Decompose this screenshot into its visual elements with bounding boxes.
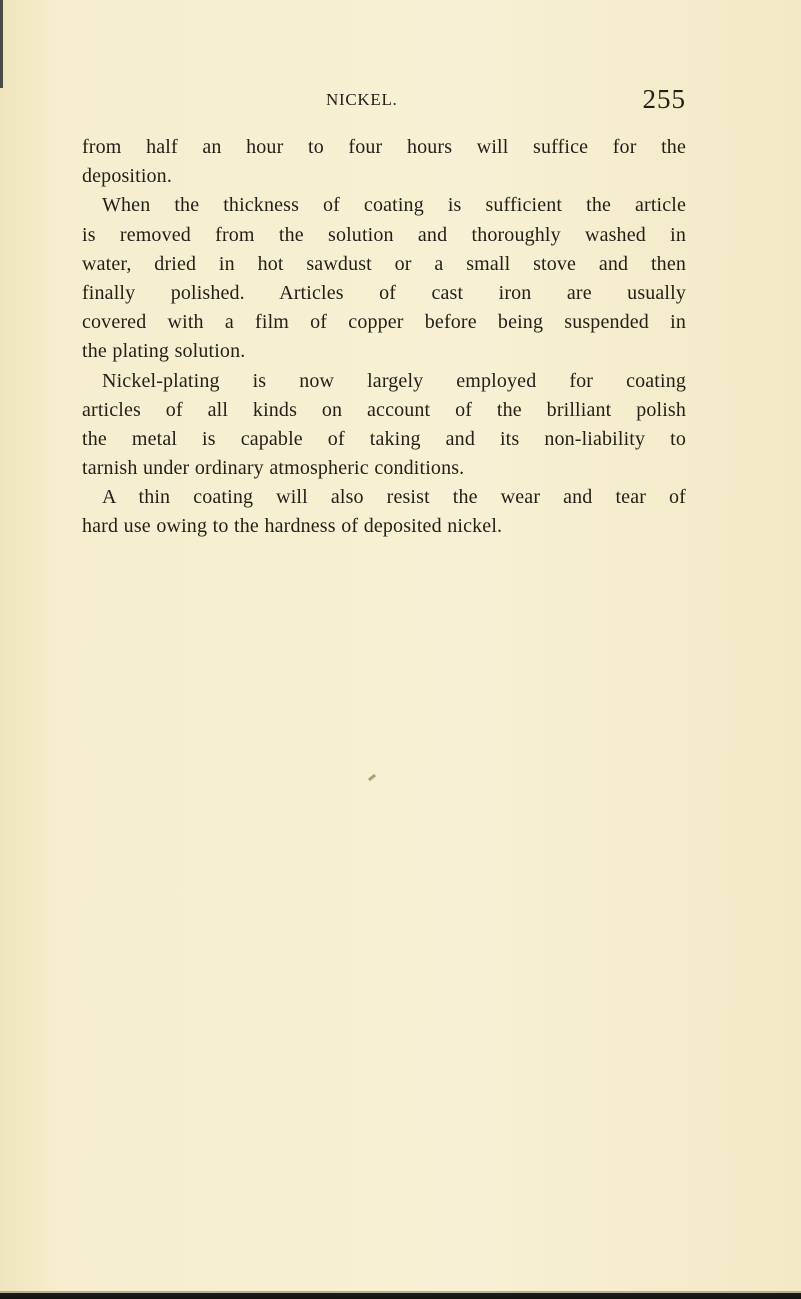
text-line: deposition.	[82, 165, 172, 188]
bottom-edge	[0, 1293, 801, 1299]
text-line: When the thickness of coating is sufficient the article	[102, 194, 686, 217]
text-line: water, dried in hot sawdust or a small stove and then	[82, 252, 686, 275]
text-line: Nickel-plating is now largely employed for coating	[102, 369, 686, 392]
page-header	[82, 84, 686, 124]
text-line: A thin coating will also resist the wear and tear of	[102, 486, 686, 509]
text-line: tarnish under ordinary atmospheric conditions.	[82, 457, 465, 480]
text-line: hard use owing to the hardness of deposited nickel.	[82, 515, 503, 538]
page-number: 255	[642, 84, 686, 114]
stray-mark	[368, 774, 376, 781]
left-edge-rule	[0, 0, 3, 88]
text-line: the metal is capable of taking and its non-liability to	[82, 427, 686, 450]
text-line: finally polished. Articles of cast iron are usually	[82, 281, 686, 304]
text-line: articles of all kinds on account of the brilliant polish	[82, 398, 686, 421]
text-line: covered with a film of copper before being suspended in	[82, 311, 686, 334]
text-line: from half an hour to four hours will suffice for the	[82, 136, 686, 158]
text-line: is removed from the solution and thoroughly washed in	[82, 223, 686, 246]
text-line: the plating solution.	[82, 340, 246, 363]
body-text	[82, 133, 686, 542]
running-head: NICKEL.	[326, 90, 398, 109]
